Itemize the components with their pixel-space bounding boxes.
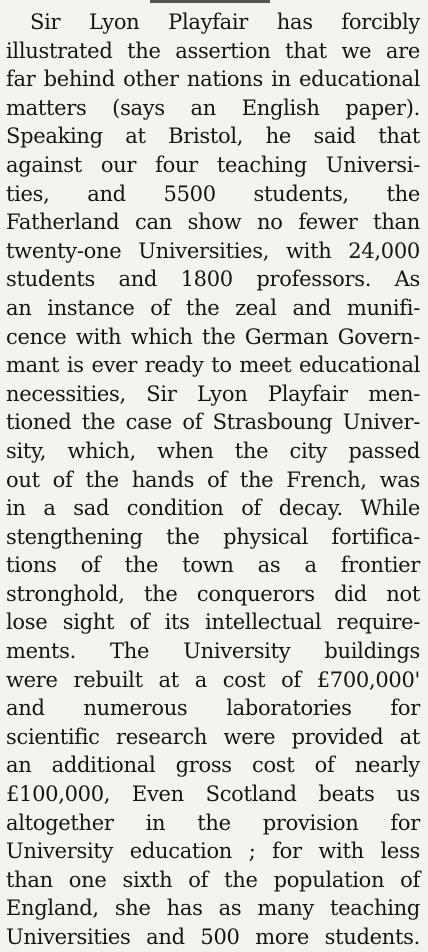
article-line: and numerous laboratories for (6, 696, 420, 721)
article-line: illustrated the assertion that we are (6, 38, 420, 63)
article-line: cence with which the German Govern- (6, 324, 420, 349)
article-line: students and 1800 professors. As (6, 267, 420, 292)
article-line: Speaking at Bristol, he said that (6, 124, 420, 149)
article-line: Universities and 500 more students. (6, 925, 420, 949)
article-line: tions of the town as a frontier (6, 553, 420, 578)
article-line: England, she has as many teaching (6, 896, 420, 921)
article-line: far behind other nations in educational (6, 67, 420, 92)
article-line: Sir Lyon Playfair has forcibly (30, 10, 420, 34)
article-line: twenty-one Universities, with 24,000 (6, 238, 420, 263)
article-line: in a sad condition of decay. While (6, 496, 420, 521)
article-line: University education ; for with less (6, 839, 420, 864)
article-line: stengthening the physical fortifica- (6, 524, 420, 549)
article-line: ties, and 5500 students, the (6, 181, 420, 206)
article-line: lose sight of its intellectual require- (6, 610, 420, 635)
article-line: stronghold, the conquerors did not (6, 581, 420, 606)
article-line: mant is ever ready to meet educational (6, 353, 420, 378)
article-line: out of the hands of the French, was (6, 467, 420, 492)
article-line: than one sixth of the population of (6, 867, 420, 892)
article-line: an instance of the zeal and munifi- (6, 295, 420, 320)
article-body (6, 8, 420, 952)
article-line: were rebuilt at a cost of £700,000' (6, 667, 420, 692)
column-top-rule (150, 0, 270, 3)
article-line: altogether in the provision for (6, 810, 420, 835)
article-line: Fatherland can show no fewer than (6, 210, 420, 235)
article-line: tioned the case of Strasboung Univer- (6, 410, 420, 435)
article-line: an additional gross cost of nearly (6, 753, 420, 778)
article-line: sity, which, when the city passed (6, 438, 420, 463)
article-line: £100,000, Even Scotland beats us (6, 782, 420, 807)
article-line: against our four teaching Universi- (6, 152, 420, 177)
article-line: ments. The University buildings (6, 639, 420, 664)
article-line: necessities, Sir Lyon Playfair men- (6, 381, 420, 406)
article-line: matters (says an English paper). (6, 95, 420, 120)
article-line: scientific research were provided at (6, 724, 420, 749)
